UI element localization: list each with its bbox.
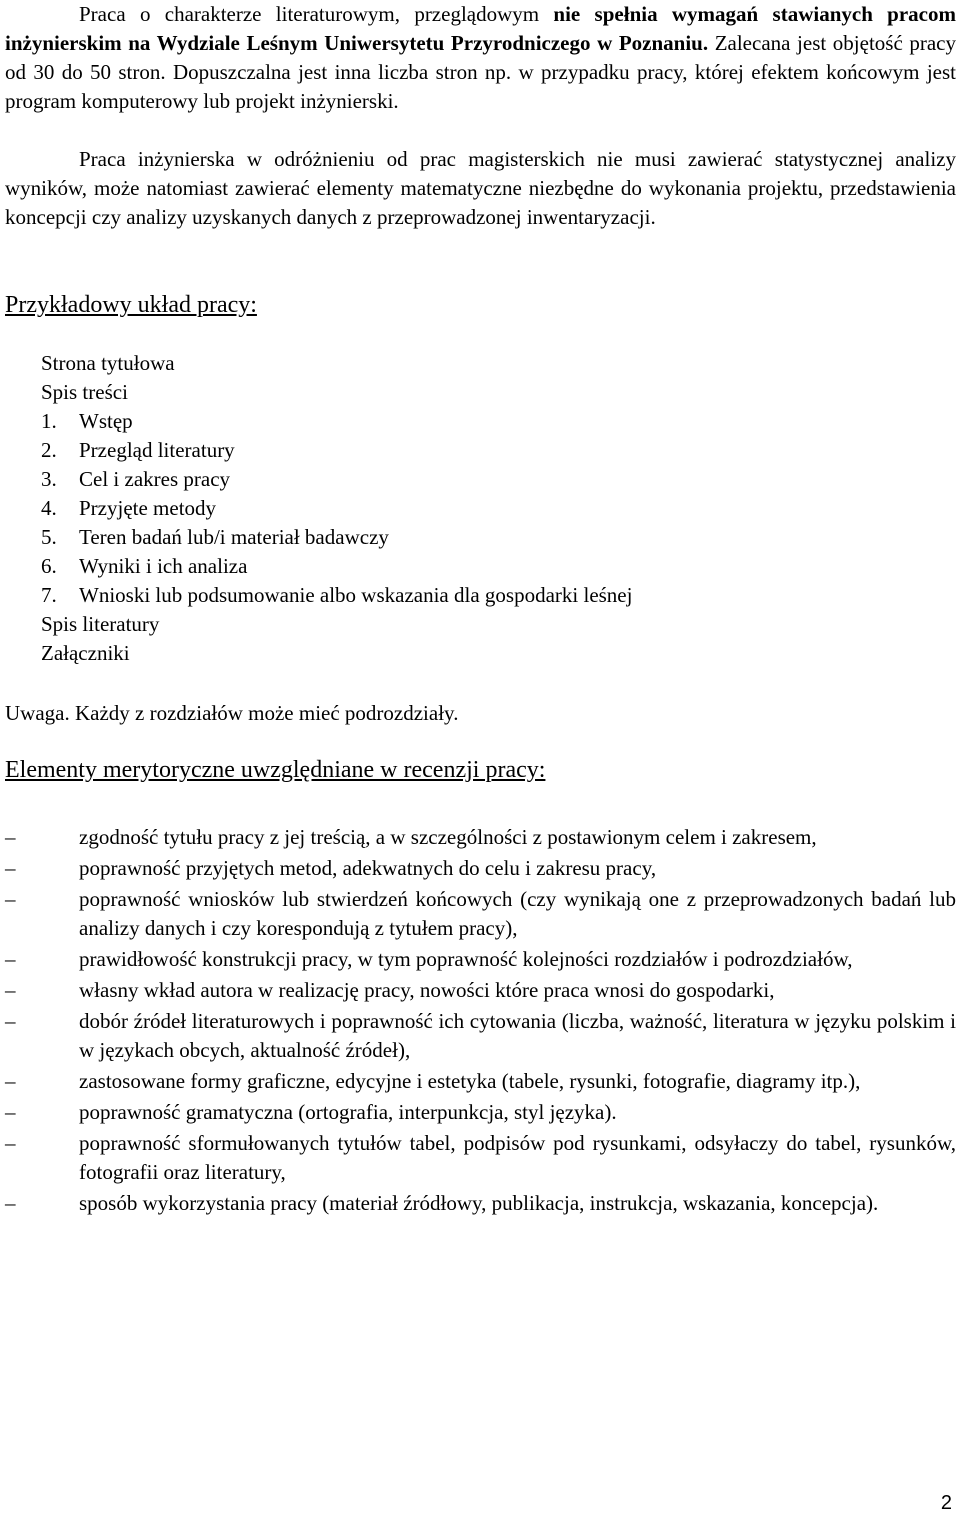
criteria-item-text: własny wkład autora w realizację pracy, nowości które praca wnosi do gospodarki, [79, 978, 775, 1002]
criteria-item-text: zgodność tytułu pracy z jej treścią, a w szczególności z postawionym celem i zakresem, [79, 825, 817, 849]
outline-item-number: 7. [41, 583, 57, 607]
intro-paragraph [5, 0, 956, 116]
dash-bullet: – [5, 1191, 16, 1215]
outline-item-number: 3. [41, 467, 57, 491]
outline-item-number: 1. [41, 409, 57, 433]
page-number: 2 [940, 1492, 952, 1514]
outline-item [41, 639, 632, 668]
dash-bullet: – [5, 887, 16, 911]
outline-item-label: Przegląd literatury [79, 438, 235, 462]
note-text: Uwaga. Każdy z rozdziałów może mieć podrozdziały. [5, 701, 459, 725]
intro-text-end: Zalecana jest objętość pracy od 30 do 50 stron. Dopuszczalna jest inna liczba stron np. w przypadku pracy, której efektem końcowym jest program komputerowy lub projekt inżynierski. [5, 31, 957, 113]
outline-item [41, 378, 632, 407]
outline-item [41, 494, 632, 523]
criteria-item [5, 1067, 956, 1096]
outline-item-number: 5. [41, 525, 57, 549]
criteria-item [5, 885, 956, 943]
outline-item-number: 6. [41, 554, 57, 578]
intro-text-start: Praca o charakterze literaturowym, przeglądowym [79, 2, 554, 26]
criteria-item [5, 1007, 956, 1065]
outline-item-label: Spis literatury [41, 612, 160, 636]
criteria-item-text: poprawność przyjętych metod, adekwatnych do celu i zakresu pracy, [79, 856, 657, 880]
dash-bullet: – [5, 1009, 16, 1033]
outline-item-label: Wyniki i ich analiza [79, 554, 248, 578]
dash-bullet: – [5, 947, 16, 971]
outline-list [41, 349, 632, 668]
criteria-item [5, 1189, 956, 1218]
criteria-list [5, 823, 956, 1220]
outline-item [41, 523, 632, 552]
outline-item [41, 610, 632, 639]
layout-heading: Przykładowy układ pracy: [5, 292, 257, 318]
outline-item-label: Spis treści [41, 380, 128, 404]
criteria-item-text: dobór źródeł literaturowych i poprawność ich cytowania (liczba, ważność, literatura w języku polskim i w językach obcych, aktualność źródeł), [79, 1009, 956, 1062]
intro-bold-requirement: nie spełnia wymagań stawianych pracom inżynierskim na Wydziale Leśnym Uniwersytetu Przyrodniczego w Poznaniu. [5, 2, 956, 55]
outline-item-number: 2. [41, 438, 57, 462]
outline-item-label: Teren badań lub/i materiał badawczy [79, 525, 389, 549]
criteria-item [5, 854, 956, 883]
criteria-item-text: sposób wykorzystania pracy (materiał źródłowy, publikacja, instrukcja, wskazania, koncepcja). [79, 1191, 879, 1215]
outline-item [41, 407, 632, 436]
outline-item-label: Wstęp [79, 409, 133, 433]
criteria-heading: Elementy merytoryczne uwzględniane w recenzji pracy: [5, 757, 546, 783]
engineering-paragraph: Praca inżynierska w odróżnieniu od prac magisterskich nie musi zawierać statystycznej analizy wyników, może natomiast zawierać elementy matematyczne niezbędne do wykonania projektu, przedstawienia koncepcji czy analizy uzyskanych danych z przeprowadzonej inwentaryzacji. [5, 147, 956, 229]
dash-bullet: – [5, 1100, 16, 1124]
dash-bullet: – [5, 825, 16, 849]
criteria-item [5, 945, 956, 974]
outline-item [41, 552, 632, 581]
outline-item-label: Załączniki [41, 641, 130, 665]
dash-bullet: – [5, 1131, 16, 1155]
outline-item [41, 581, 632, 610]
dash-bullet: – [5, 856, 16, 880]
outline-item [41, 349, 632, 378]
dash-bullet: – [5, 978, 16, 1002]
criteria-item [5, 976, 956, 1005]
criteria-item [5, 1098, 956, 1127]
criteria-item-text: poprawność sformułowanych tytułów tabel, podpisów pod rysunkami, odsyłaczy do tabel, rysunków, fotografii oraz literatury, [79, 1131, 956, 1184]
criteria-item-text: zastosowane formy graficzne, edycyjne i estetyka (tabele, rysunki, fotografie, diagramy itp.), [79, 1069, 861, 1093]
criteria-item [5, 823, 956, 852]
outline-item-label: Strona tytułowa [41, 351, 175, 375]
dash-bullet: – [5, 1069, 16, 1093]
criteria-item-text: prawidłowość konstrukcji pracy, w tym poprawność kolejności rozdziałów i podrozdziałów, [79, 947, 853, 971]
outline-item-number: 4. [41, 496, 57, 520]
outline-item [41, 465, 632, 494]
outline-item-label: Cel i zakres pracy [79, 467, 231, 491]
outline-item-label: Wnioski lub podsumowanie albo wskazania dla gospodarki leśnej [79, 583, 633, 607]
criteria-item [5, 1129, 956, 1187]
criteria-item-text: poprawność wniosków lub stwierdzeń końcowych (czy wynikają one z przeprowadzonych badań lub analizy danych i czy korespondują z tytułem pracy), [79, 887, 956, 940]
criteria-item-text: poprawność gramatyczna (ortografia, interpunkcja, styl języka). [79, 1100, 617, 1124]
outline-item-label: Przyjęte metody [79, 496, 217, 520]
outline-item [41, 436, 632, 465]
